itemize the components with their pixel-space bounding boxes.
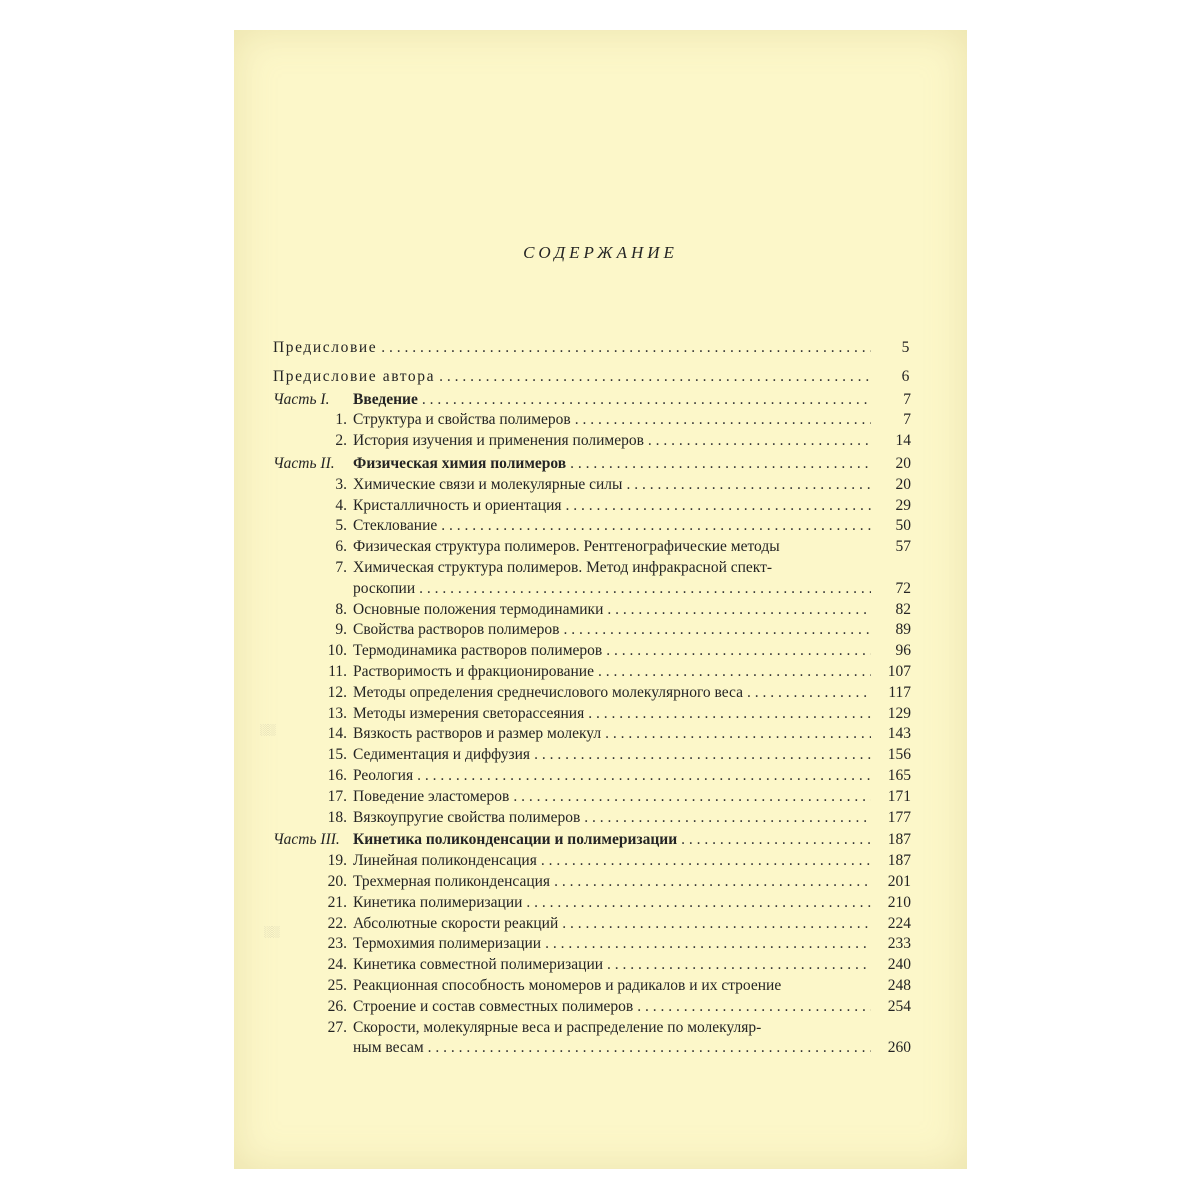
chapter-number: 9. — [335, 621, 347, 639]
chapter-number: 3. — [335, 475, 347, 493]
chapter-number: 11. — [328, 662, 347, 680]
page-number: 5 — [901, 339, 911, 356]
page-number: 156 — [887, 746, 911, 764]
toc-chapter-continuation — [273, 579, 911, 600]
dot-leader — [419, 579, 871, 600]
chapter-number: 7. — [335, 558, 347, 576]
dot-leader — [541, 851, 871, 872]
toc-chapter-entry — [273, 787, 911, 808]
entry-title: Линейная поликонденсация — [353, 852, 537, 870]
dot-leader — [598, 662, 871, 683]
part-label: Часть III. — [273, 831, 340, 849]
toc-entry-front — [273, 338, 911, 359]
toc-chapter-entry — [273, 431, 911, 452]
entry-title: Скорости, молекулярные веса и распределение по молекуляр- — [353, 1018, 762, 1036]
entry-title: Кинетика совместной полимеризации — [353, 956, 604, 974]
toc-chapter-entry — [273, 600, 911, 621]
entry-title: Физическая химия полимеров — [353, 454, 567, 472]
chapter-number: 21. — [327, 893, 347, 911]
dot-leader — [381, 338, 871, 359]
chapter-number: 24. — [327, 956, 347, 974]
chapter-number: 23. — [327, 935, 347, 953]
page-number: 143 — [887, 725, 911, 743]
toc-chapter-entry — [273, 516, 911, 537]
entry-title: Вязкоупругие свойства полимеров — [353, 808, 581, 826]
dot-leader — [648, 431, 871, 452]
entry-title: Строение и состав совместных полимеров — [353, 997, 634, 1015]
chapter-number: 12. — [327, 683, 347, 701]
entry-title: Термодинамика растворов полимеров — [353, 642, 603, 660]
page-number: 57 — [895, 538, 911, 556]
page-title: СОДЕРЖАНИЕ — [523, 243, 678, 262]
toc-chapter-entry — [273, 766, 911, 787]
dot-leader — [588, 704, 871, 725]
chapter-number: 16. — [327, 766, 347, 784]
chapter-number: 22. — [327, 914, 347, 932]
dot-leader — [584, 808, 871, 829]
entry-title: Основные положения термодинамики — [353, 600, 604, 618]
page-number: 14 — [895, 432, 911, 450]
page-number: 177 — [887, 808, 911, 826]
chapter-number: 27. — [327, 1018, 347, 1036]
dot-leader — [441, 516, 871, 537]
entry-title: Стеклование — [353, 517, 438, 535]
toc-entry-front — [273, 367, 911, 388]
chapter-number: 26. — [327, 997, 347, 1015]
dot-leader — [606, 641, 871, 662]
page-number: 224 — [887, 914, 911, 932]
page-number: 96 — [895, 642, 911, 660]
toc-chapter-entry — [273, 537, 911, 558]
page-number: 50 — [895, 517, 911, 535]
dot-leader — [681, 830, 871, 851]
toc-part-entry — [273, 454, 911, 475]
dot-leader — [554, 872, 871, 893]
page-number: 20 — [895, 475, 911, 493]
page-number: 210 — [887, 893, 911, 911]
toc-chapter-entry — [273, 893, 911, 914]
toc-chapter-entry — [273, 662, 911, 683]
dot-leader — [513, 787, 871, 808]
entry-title: Реология — [353, 766, 414, 784]
toc-part-entry — [273, 830, 911, 851]
dot-leader — [575, 410, 871, 431]
entry-title: Структура и свойства полимеров — [353, 411, 571, 429]
entry-title: Предисловие — [273, 339, 378, 356]
page-number: 240 — [887, 956, 911, 974]
toc-chapter-entry — [273, 914, 911, 935]
toc-chapter-entry — [273, 641, 911, 662]
dot-leader — [626, 475, 871, 496]
toc-chapter-entry — [273, 1018, 911, 1039]
dot-leader — [526, 893, 871, 914]
page-number: 254 — [887, 997, 911, 1015]
page-number: 165 — [887, 766, 911, 784]
page-number: 260 — [887, 1039, 911, 1057]
toc-chapter-entry — [273, 955, 911, 976]
entry-title: роскопии — [353, 579, 416, 597]
chapter-number: 18. — [327, 808, 347, 826]
page-number: 187 — [887, 831, 911, 849]
entry-title: Химическая структура полимеров. Метод инфракрасной спект- — [353, 558, 773, 576]
toc-chapter-entry — [273, 496, 911, 517]
page-number: 171 — [887, 787, 911, 805]
toc-chapter-entry — [273, 808, 911, 829]
part-label: Часть II. — [273, 454, 335, 472]
dot-leader — [637, 997, 871, 1018]
dot-leader — [417, 766, 871, 787]
chapter-number: 1. — [335, 411, 347, 429]
toc-chapter-entry — [273, 683, 911, 704]
dot-leader — [422, 390, 871, 411]
toc-chapter-entry — [273, 410, 911, 431]
entry-title: Кинетика поликонденсации и полимеризации — [353, 831, 678, 849]
dot-leader — [566, 496, 871, 517]
chapter-number: 15. — [327, 746, 347, 764]
toc-chapter-entry — [273, 558, 911, 579]
page-number: 117 — [888, 683, 911, 701]
page-number: 20 — [895, 454, 911, 472]
chapter-number: 6. — [335, 538, 347, 556]
entry-title: Свойства растворов полимеров — [353, 621, 560, 639]
page-number: 29 — [895, 496, 911, 514]
dot-leader — [570, 454, 871, 475]
ink-smudge: ░░ — [264, 926, 280, 938]
dot-leader — [607, 955, 871, 976]
entry-title: Методы измерения светорассеяния — [353, 704, 585, 722]
toc-chapter-entry — [273, 620, 911, 641]
page-number: 89 — [895, 621, 911, 639]
chapter-number: 10. — [327, 642, 347, 660]
toc-chapter-entry — [273, 475, 911, 496]
toc-part-entry — [273, 390, 911, 411]
page-number: 233 — [887, 935, 911, 953]
page-number: 248 — [887, 976, 911, 994]
dot-leader — [428, 1038, 871, 1059]
page-number: 7 — [903, 390, 911, 408]
dot-leader — [545, 934, 871, 955]
toc-chapter-entry — [273, 997, 911, 1018]
entry-title: Реакционная способность мономеров и радикалов и их строение — [353, 976, 782, 994]
chapter-number: 13. — [327, 704, 347, 722]
table-of-contents — [273, 338, 911, 1059]
entry-title: Трехмерная поликонденсация — [353, 872, 551, 890]
toc-chapter-entry — [273, 934, 911, 955]
chapter-number: 5. — [335, 517, 347, 535]
dot-leader — [747, 683, 871, 704]
dot-leader — [534, 745, 871, 766]
page-number: 82 — [895, 600, 911, 618]
toc-chapter-continuation — [273, 1038, 911, 1059]
entry-title: Вязкость растворов и размер молекул — [353, 725, 602, 743]
chapter-number: 14. — [327, 725, 347, 743]
page-number: 7 — [903, 411, 911, 429]
chapter-number: 2. — [335, 432, 347, 450]
toc-chapter-entry — [273, 872, 911, 893]
entry-title: Введение — [353, 390, 418, 408]
dot-leader — [605, 724, 871, 745]
entry-title: Предисловие автора — [273, 367, 436, 385]
entry-title: Поведение эластомеров — [353, 787, 510, 805]
toc-chapter-entry — [273, 745, 911, 766]
dot-leader — [607, 600, 871, 621]
entry-title: История изучения и применения полимеров — [353, 432, 644, 450]
page-number: 72 — [895, 579, 911, 597]
toc-chapter-entry — [273, 851, 911, 872]
entry-title: Термохимия полимеризации — [353, 935, 542, 953]
dot-leader — [562, 914, 871, 935]
book-page — [234, 30, 967, 1169]
dot-leader — [439, 367, 871, 388]
entry-title: ным весам — [353, 1039, 424, 1057]
toc-chapter-entry — [273, 724, 911, 745]
chapter-number: 25. — [327, 976, 347, 994]
chapter-number: 17. — [327, 787, 347, 805]
entry-title: Растворимость и фракционирование — [353, 662, 594, 680]
entry-title: Седиментация и диффузия — [353, 746, 531, 764]
dot-leader — [563, 620, 871, 641]
page-number: 107 — [887, 662, 911, 680]
page-number: 187 — [887, 852, 911, 870]
entry-title: Химические связи и молекулярные силы — [353, 475, 623, 493]
entry-title: Физическая структура полимеров. Рентгенографические методы — [353, 538, 780, 556]
toc-chapter-entry — [273, 976, 911, 997]
chapter-number: 19. — [327, 852, 347, 870]
chapter-number: 8. — [335, 600, 347, 618]
page-number: 129 — [887, 704, 911, 722]
part-label: Часть I. — [273, 390, 330, 408]
entry-title: Кинетика полимеризации — [353, 893, 523, 911]
entry-title: Абсолютные скорости реакций — [353, 914, 559, 932]
page-number: 6 — [901, 367, 911, 385]
chapter-number: 4. — [335, 496, 347, 514]
chapter-number: 20. — [327, 872, 347, 890]
entry-title: Методы определения среднечислового молекулярного веса — [353, 683, 743, 701]
page-number: 201 — [887, 872, 911, 890]
ink-smudge: ░░ — [260, 724, 276, 736]
entry-title: Кристалличность и ориентация — [353, 496, 562, 514]
toc-chapter-entry — [273, 704, 911, 725]
